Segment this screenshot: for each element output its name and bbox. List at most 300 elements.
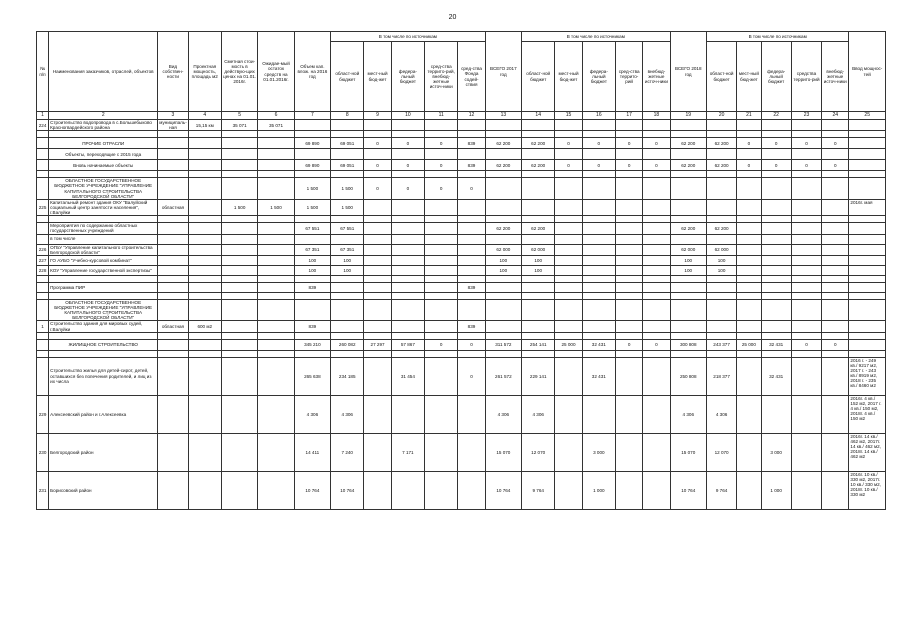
value-cell — [822, 255, 849, 265]
value-cell — [582, 171, 615, 178]
commission-cell — [849, 171, 886, 178]
value-cell — [761, 321, 791, 332]
value-cell: 7 171 — [391, 433, 424, 471]
value-cell — [791, 244, 821, 255]
value-cell: 62 200 — [485, 223, 521, 234]
value-cell — [522, 350, 555, 357]
value-cell — [294, 275, 330, 282]
value-cell: 265 638 — [294, 357, 330, 395]
commission-cell — [849, 339, 886, 350]
capacity-cell — [188, 433, 221, 471]
value-cell — [458, 275, 485, 282]
value-cell — [822, 357, 849, 395]
object-name-cell — [49, 171, 158, 178]
value-cell — [522, 131, 555, 138]
value-cell — [391, 332, 424, 339]
value-cell: 62 200 — [522, 138, 555, 149]
src-offbudget-2017: внебюд-жетные источ-ники — [643, 42, 670, 112]
value-cell — [706, 292, 736, 299]
value-cell — [616, 332, 643, 339]
value-cell: 69 890 — [294, 160, 330, 171]
value-cell: 62 200 — [485, 160, 521, 171]
value-cell — [555, 223, 582, 234]
value-cell: 0 — [555, 138, 582, 149]
value-cell — [643, 433, 670, 471]
value-cell — [485, 299, 521, 321]
column-number-cell: 10 — [391, 112, 424, 120]
table-row — [37, 282, 886, 292]
value-cell — [737, 321, 761, 332]
object-name-cell: Капитальный ремонт здания ОКУ "Валуйский социальный центр занятости населения", г.Валуйки — [49, 199, 158, 215]
object-name-cell — [49, 131, 158, 138]
value-cell — [391, 265, 424, 275]
commission-cell: 2016 г. - 249 кв./ 9217 м2, 2017 г. - 243 кв./ 8919 м2, 2018 г. - 235 кв./ 8460 м2 — [849, 357, 886, 395]
value-cell — [737, 292, 761, 299]
value-cell — [761, 275, 791, 282]
column-number-cell: 20 — [706, 112, 736, 120]
commission-cell — [849, 332, 886, 339]
ownership-cell — [158, 244, 188, 255]
src-offbudget-2018: внебюд-жетные источ-ники — [822, 42, 849, 112]
value-cell — [485, 234, 521, 244]
value-cell — [791, 234, 821, 244]
src-regional-2017: област-ной бюджет — [522, 42, 555, 112]
commission-cell — [849, 234, 886, 244]
capacity-cell — [188, 395, 221, 433]
capacity-cell — [188, 332, 221, 339]
value-cell — [364, 433, 391, 471]
value-cell — [670, 275, 706, 282]
value-cell — [221, 171, 257, 178]
capacity-cell — [188, 299, 221, 321]
commission-cell: 2016г. 10 кв./ 330 м2, 2017г. 10 кв./ 330 м2, 2018г. 10 кв./ 330 м2 — [849, 471, 886, 509]
value-cell: 254 141 — [522, 339, 555, 350]
value-cell — [616, 199, 643, 215]
value-cell — [258, 321, 294, 332]
capacity-cell — [188, 149, 221, 160]
value-cell — [670, 282, 706, 292]
capacity-cell — [188, 292, 221, 299]
table-row — [37, 471, 886, 509]
value-cell — [458, 395, 485, 433]
ownership-cell — [158, 433, 188, 471]
value-cell — [425, 149, 458, 160]
value-cell — [582, 332, 615, 339]
object-name-cell: Белгородский район — [49, 433, 158, 471]
value-cell — [258, 149, 294, 160]
value-cell — [331, 292, 364, 299]
value-cell — [258, 471, 294, 509]
value-cell — [822, 149, 849, 160]
value-cell — [331, 321, 364, 332]
group-sources-2016: В том числе по источникам — [331, 32, 486, 42]
value-cell: 57 867 — [391, 339, 424, 350]
object-name-cell: в том числе — [49, 234, 158, 244]
ownership-cell — [158, 149, 188, 160]
value-cell — [458, 292, 485, 299]
row-number-cell — [37, 332, 49, 339]
value-cell — [258, 131, 294, 138]
ownership-cell — [158, 265, 188, 275]
value-cell — [643, 395, 670, 433]
commission-cell — [849, 265, 886, 275]
value-cell — [364, 234, 391, 244]
value-cell — [391, 395, 424, 433]
col-capacity-header: Проектная мощность, площадь м2 — [188, 32, 221, 112]
value-cell — [221, 321, 257, 332]
object-name-cell: Объекты, переходящие с 2015 года — [49, 149, 158, 160]
value-cell — [258, 178, 294, 200]
value-cell: 100 — [485, 255, 521, 265]
value-cell — [822, 471, 849, 509]
value-cell — [643, 131, 670, 138]
table-row — [37, 433, 886, 471]
value-cell — [737, 395, 761, 433]
value-cell — [458, 433, 485, 471]
value-cell — [485, 216, 521, 223]
value-cell: 234 185 — [331, 357, 364, 395]
value-cell — [221, 339, 257, 350]
value-cell — [221, 275, 257, 282]
value-cell: 67 351 — [331, 244, 364, 255]
value-cell — [425, 332, 458, 339]
column-number-cell: 2 — [49, 112, 158, 120]
col-volume-2016-header: Объем кап. влож. на 2016 год — [294, 32, 330, 112]
table-row — [37, 223, 886, 234]
object-name-cell: Строительство здания для мировых судей, г.Валуйки — [49, 321, 158, 332]
value-cell — [364, 244, 391, 255]
ownership-cell — [158, 255, 188, 265]
ownership-cell — [158, 138, 188, 149]
value-cell — [221, 244, 257, 255]
value-cell: 31 454 — [391, 357, 424, 395]
value-cell — [616, 178, 643, 200]
value-cell: 62 200 — [670, 138, 706, 149]
column-number-cell: 8 — [331, 112, 364, 120]
value-cell — [364, 471, 391, 509]
value-cell: 1 500 — [258, 199, 294, 215]
value-cell — [221, 160, 257, 171]
row-number-cell — [37, 149, 49, 160]
value-cell: 62 200 — [706, 138, 736, 149]
spacer-row — [37, 131, 886, 138]
value-cell: 62 200 — [522, 223, 555, 234]
col-total-2018-header: ВСЕГО 2018 год — [670, 32, 706, 112]
value-cell — [737, 178, 761, 200]
col-name-header: Наименования заказчиков, отраслей, объектов — [49, 32, 158, 112]
capacity-cell — [188, 138, 221, 149]
capacity-cell: 15,15 км — [188, 120, 221, 131]
value-cell — [364, 299, 391, 321]
value-cell — [616, 265, 643, 275]
value-cell — [258, 223, 294, 234]
value-cell — [643, 244, 670, 255]
value-cell — [221, 223, 257, 234]
commission-cell — [849, 223, 886, 234]
value-cell: 32 431 — [761, 339, 791, 350]
value-cell — [364, 321, 391, 332]
value-cell — [616, 471, 643, 509]
value-cell: 1 000 — [582, 471, 615, 509]
value-cell — [555, 120, 582, 131]
value-cell — [258, 357, 294, 395]
capacity-cell — [188, 171, 221, 178]
value-cell — [791, 223, 821, 234]
ownership-cell — [158, 332, 188, 339]
value-cell — [761, 223, 791, 234]
object-name-cell: Вновь начинаемые объекты — [49, 160, 158, 171]
col-commission-header: Ввод мощнос-тей — [849, 32, 886, 112]
column-number-cell: 7 — [294, 112, 330, 120]
value-cell: 0 — [425, 339, 458, 350]
value-cell — [643, 149, 670, 160]
column-number-cell: 11 — [425, 112, 458, 120]
value-cell: 839 — [294, 282, 330, 292]
value-cell — [485, 332, 521, 339]
value-cell — [391, 292, 424, 299]
value-cell — [522, 120, 555, 131]
value-cell — [458, 199, 485, 215]
value-cell — [555, 255, 582, 265]
value-cell — [258, 265, 294, 275]
value-cell — [737, 350, 761, 357]
value-cell: 0 — [822, 160, 849, 171]
value-cell — [706, 171, 736, 178]
capacity-cell — [188, 350, 221, 357]
object-name-cell: ОБЛАСТНОЕ ГОСУДАРСТВЕННОЕ БЮДЖЕТНОЕ УЧРЕЖДЕНИЕ "УПРАВЛЕНИЕ КАПИТАЛЬНОГО СТРОИТЕЛЬСТВА БЕЛГОРОДСКОЙ ОБЛАСТИ" — [49, 178, 158, 200]
value-cell — [425, 216, 458, 223]
object-name-cell: Мероприятия по содержанию областных государственных учреждений — [49, 223, 158, 234]
value-cell — [425, 471, 458, 509]
column-number-cell: 18 — [643, 112, 670, 120]
value-cell — [391, 234, 424, 244]
value-cell: 100 — [670, 265, 706, 275]
object-name-cell: Борисовский район — [49, 471, 158, 509]
object-name-cell — [49, 332, 158, 339]
value-cell — [791, 433, 821, 471]
commission-cell: 2016г. 4 кв./ 152 м2, 2017 г. 4 кв./ 150 м2, 2018г. 4 кв./ 150 м2 — [849, 395, 886, 433]
value-cell — [364, 332, 391, 339]
row-number-cell — [37, 299, 49, 321]
commission-cell — [849, 275, 886, 282]
ownership-cell — [158, 395, 188, 433]
row-number-cell: 231 — [37, 471, 49, 509]
value-cell — [391, 149, 424, 160]
value-cell — [458, 299, 485, 321]
value-cell — [822, 199, 849, 215]
value-cell — [258, 395, 294, 433]
value-cell — [670, 234, 706, 244]
commission-cell — [849, 160, 886, 171]
value-cell — [582, 120, 615, 131]
value-cell: 35 071 — [221, 120, 257, 131]
value-cell — [221, 433, 257, 471]
value-cell: 261 572 — [485, 357, 521, 395]
value-cell: 25 000 — [737, 339, 761, 350]
section-row — [37, 339, 886, 350]
value-cell — [221, 282, 257, 292]
value-cell — [485, 178, 521, 200]
value-cell — [391, 255, 424, 265]
value-cell — [822, 120, 849, 131]
spacer-row — [37, 350, 886, 357]
value-cell — [616, 149, 643, 160]
spacer-row — [37, 216, 886, 223]
value-cell: 3 000 — [761, 433, 791, 471]
value-cell — [791, 216, 821, 223]
src-territorial-2016: сред-ства террито-рий, внебюд-жетные источ-ники — [425, 42, 458, 112]
column-number-cell: 22 — [761, 112, 791, 120]
value-cell — [555, 275, 582, 282]
value-cell — [616, 275, 643, 282]
value-cell — [761, 255, 791, 265]
capacity-cell — [188, 339, 221, 350]
value-cell: 839 — [458, 160, 485, 171]
value-cell — [221, 292, 257, 299]
value-cell — [364, 171, 391, 178]
value-cell — [522, 332, 555, 339]
value-cell — [294, 292, 330, 299]
value-cell — [737, 265, 761, 275]
row-number-cell: 1 — [37, 321, 49, 332]
row-number-cell — [37, 223, 49, 234]
value-cell — [425, 357, 458, 395]
value-cell: 62 000 — [706, 244, 736, 255]
value-cell: 62 200 — [706, 160, 736, 171]
capacity-cell — [188, 244, 221, 255]
value-cell: 12 070 — [706, 433, 736, 471]
value-cell — [582, 223, 615, 234]
commission-cell — [849, 299, 886, 321]
value-cell — [737, 299, 761, 321]
table-row — [37, 244, 886, 255]
value-cell: 10 764 — [294, 471, 330, 509]
value-cell — [761, 265, 791, 275]
value-cell: 839 — [458, 282, 485, 292]
src-social-fund-2016: сред-ства Фонда содей-ствия — [458, 42, 485, 112]
value-cell: 0 — [425, 138, 458, 149]
value-cell — [616, 321, 643, 332]
capacity-cell — [188, 275, 221, 282]
value-cell: 15 070 — [670, 433, 706, 471]
value-cell — [522, 282, 555, 292]
value-cell — [294, 120, 330, 131]
value-cell — [258, 216, 294, 223]
value-cell — [670, 171, 706, 178]
value-cell — [582, 282, 615, 292]
value-cell — [364, 131, 391, 138]
value-cell — [364, 292, 391, 299]
value-cell — [331, 282, 364, 292]
value-cell — [791, 265, 821, 275]
table-header — [37, 32, 886, 120]
value-cell — [643, 255, 670, 265]
value-cell — [522, 275, 555, 282]
ownership-cell — [158, 339, 188, 350]
value-cell: 10 764 — [331, 471, 364, 509]
commission-cell — [849, 292, 886, 299]
table-row — [37, 199, 886, 215]
value-cell — [643, 265, 670, 275]
value-cell — [737, 171, 761, 178]
ownership-cell — [158, 171, 188, 178]
value-cell — [670, 321, 706, 332]
value-cell: 69 890 — [294, 138, 330, 149]
row-number-cell — [37, 160, 49, 171]
value-cell: 0 — [364, 178, 391, 200]
column-number-cell: 9 — [364, 112, 391, 120]
ownership-cell — [158, 178, 188, 200]
src-federal-2016: федера-льный бюджет — [391, 42, 424, 112]
value-cell — [582, 149, 615, 160]
ownership-cell — [158, 357, 188, 395]
value-cell — [761, 234, 791, 244]
value-cell — [822, 292, 849, 299]
value-cell — [761, 292, 791, 299]
value-cell: 4 306 — [485, 395, 521, 433]
src-local-2016: мест-ный бюд-жет — [364, 42, 391, 112]
value-cell — [258, 160, 294, 171]
value-cell — [791, 131, 821, 138]
commission-cell: 2016г. мая — [849, 199, 886, 215]
ownership-cell: областная — [158, 199, 188, 215]
col-number-header: № п/п — [37, 32, 49, 112]
value-cell — [555, 299, 582, 321]
value-cell — [737, 149, 761, 160]
value-cell: 0 — [458, 178, 485, 200]
value-cell — [737, 244, 761, 255]
value-cell — [485, 292, 521, 299]
value-cell — [616, 244, 643, 255]
value-cell: 4 306 — [706, 395, 736, 433]
value-cell — [485, 282, 521, 292]
value-cell — [555, 332, 582, 339]
value-cell — [425, 223, 458, 234]
value-cell: 1 500 — [331, 199, 364, 215]
value-cell — [737, 275, 761, 282]
value-cell — [458, 171, 485, 178]
value-cell: 62 200 — [485, 138, 521, 149]
value-cell — [791, 395, 821, 433]
value-cell: 100 — [522, 255, 555, 265]
value-cell — [522, 149, 555, 160]
value-cell — [670, 178, 706, 200]
object-name-cell: ОГБУ "Управление капитального строительства Белгородской области" — [49, 244, 158, 255]
ownership-cell — [158, 223, 188, 234]
value-cell — [616, 120, 643, 131]
value-cell — [737, 433, 761, 471]
ownership-cell — [158, 292, 188, 299]
value-cell — [258, 292, 294, 299]
value-cell: 0 — [643, 138, 670, 149]
src-territorial-2018: средства террито-рий — [791, 42, 821, 112]
value-cell — [458, 149, 485, 160]
value-cell — [485, 131, 521, 138]
row-number-cell: 230 — [37, 433, 49, 471]
value-cell: 100 — [670, 255, 706, 265]
value-cell: 260 082 — [331, 339, 364, 350]
ownership-cell — [158, 471, 188, 509]
commission-cell — [849, 244, 886, 255]
value-cell — [706, 234, 736, 244]
value-cell: 0 — [425, 160, 458, 171]
ownership-cell: муниципаль-ная — [159, 120, 187, 131]
row-number-cell — [37, 292, 49, 299]
value-cell — [258, 332, 294, 339]
section-row — [37, 299, 886, 321]
value-cell — [706, 282, 736, 292]
row-number-cell — [37, 178, 49, 200]
